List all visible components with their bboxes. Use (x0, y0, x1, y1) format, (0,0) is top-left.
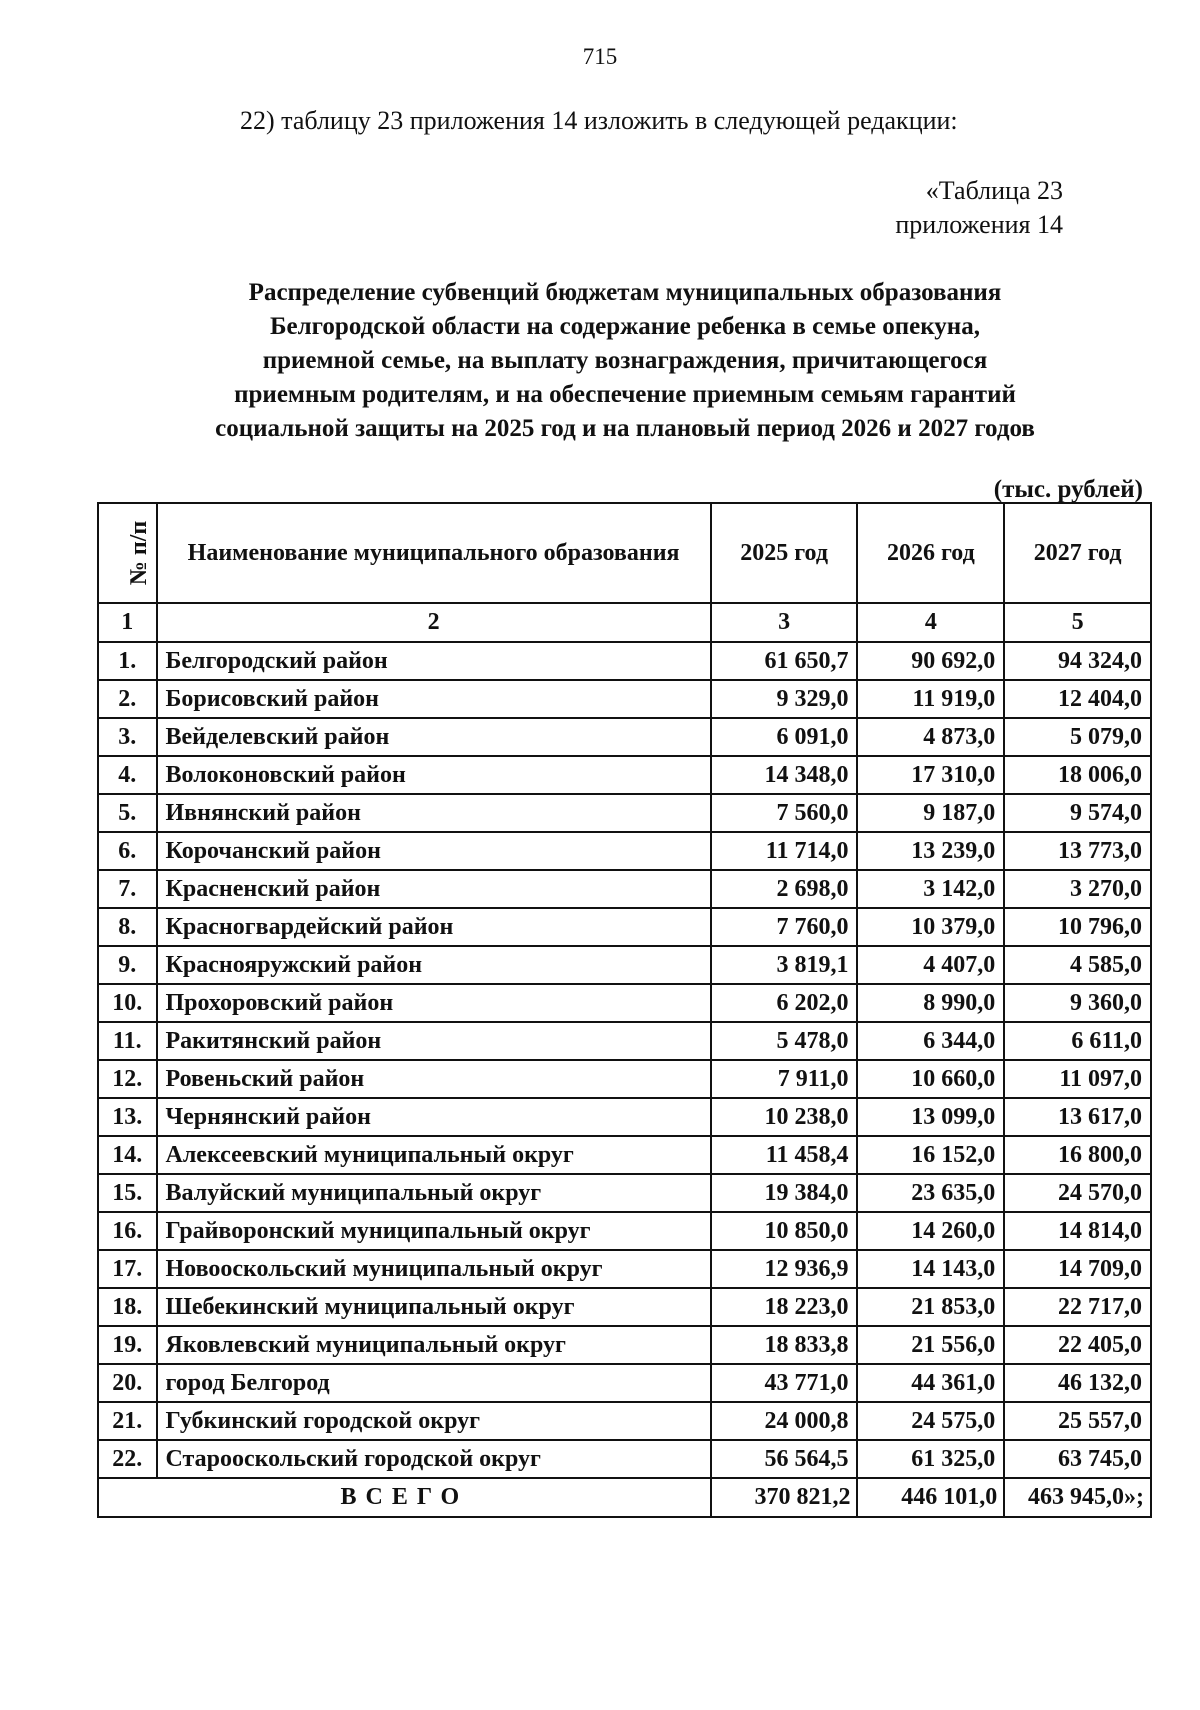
value-2027: 9 574,0 (1004, 794, 1151, 832)
table-row (98, 1440, 1151, 1478)
municipality-name: Волоконовский район (157, 756, 711, 794)
value-2025: 9 329,0 (711, 680, 858, 718)
table-row (98, 642, 1151, 680)
table-row (98, 1136, 1151, 1174)
municipality-name: Белгородский район (157, 642, 711, 680)
table-reference-line-1: «Таблица 23 (925, 176, 1063, 205)
table-row (98, 832, 1151, 870)
table-row (98, 1250, 1151, 1288)
table-row (98, 756, 1151, 794)
value-2025: 18 223,0 (711, 1288, 858, 1326)
row-number: 19. (98, 1326, 157, 1364)
value-2026: 44 361,0 (857, 1364, 1004, 1402)
value-2027: 12 404,0 (1004, 680, 1151, 718)
column-numbers-row (98, 603, 1151, 642)
municipality-name: Старооскольский городской округ (157, 1440, 711, 1478)
value-2025: 56 564,5 (711, 1440, 858, 1478)
table-row (98, 680, 1151, 718)
value-2027: 13 617,0 (1004, 1098, 1151, 1136)
value-2027: 14 814,0 (1004, 1212, 1151, 1250)
value-2027: 46 132,0 (1004, 1364, 1151, 1402)
municipality-name: Алексеевский муниципальный округ (157, 1136, 711, 1174)
row-number: 16. (98, 1212, 157, 1250)
table-row (98, 1060, 1151, 1098)
value-2027: 4 585,0 (1004, 946, 1151, 984)
title-line: социальной защиты на 2025 год и на плановый период 2026 и 2027 годов (215, 415, 1035, 442)
value-2027: 14 709,0 (1004, 1250, 1151, 1288)
value-2025: 2 698,0 (711, 870, 858, 908)
value-2026: 21 853,0 (857, 1288, 1004, 1326)
row-number: 9. (98, 946, 157, 984)
budget-table (97, 502, 1152, 1518)
municipality-name: Ивнянский район (157, 794, 711, 832)
row-number: 22. (98, 1440, 157, 1478)
value-2027: 25 557,0 (1004, 1402, 1151, 1440)
value-2025: 11 714,0 (711, 832, 858, 870)
municipality-name: Чернянский район (157, 1098, 711, 1136)
value-2025: 10 850,0 (711, 1212, 858, 1250)
units-label: (тыс. рублей) (993, 476, 1143, 503)
municipality-name: Яковлевский муниципальный округ (157, 1326, 711, 1364)
value-2026: 21 556,0 (857, 1326, 1004, 1364)
municipality-name: Краснояружский район (157, 946, 711, 984)
value-2026: 16 152,0 (857, 1136, 1004, 1174)
value-2025: 18 833,8 (711, 1326, 858, 1364)
municipality-name: Борисовский район (157, 680, 711, 718)
value-2025: 7 560,0 (711, 794, 858, 832)
table-row (98, 984, 1151, 1022)
table-header-row (98, 503, 1151, 603)
value-2027: 9 360,0 (1004, 984, 1151, 1022)
value-2027: 63 745,0 (1004, 1440, 1151, 1478)
title-line: Белгородской области на содержание ребенка в семье опекуна, (270, 313, 980, 340)
value-2026: 13 239,0 (857, 832, 1004, 870)
value-2027: 3 270,0 (1004, 870, 1151, 908)
table-row (98, 1326, 1151, 1364)
municipality-name: Прохоровский район (157, 984, 711, 1022)
row-number: 8. (98, 908, 157, 946)
value-2026: 17 310,0 (857, 756, 1004, 794)
value-2025: 10 238,0 (711, 1098, 858, 1136)
page-number: 715 (582, 44, 618, 69)
table-row (98, 794, 1151, 832)
value-2027: 6 611,0 (1004, 1022, 1151, 1060)
row-number: 21. (98, 1402, 157, 1440)
table-row (98, 1288, 1151, 1326)
municipality-name: Шебекинский муниципальный округ (157, 1288, 711, 1326)
value-2026: 23 635,0 (857, 1174, 1004, 1212)
table-row (98, 1364, 1151, 1402)
header-num-label: № п/п (126, 520, 153, 586)
value-2025: 19 384,0 (711, 1174, 858, 1212)
value-2026: 4 873,0 (857, 718, 1004, 756)
value-2027: 24 570,0 (1004, 1174, 1151, 1212)
value-2026: 11 919,0 (857, 680, 1004, 718)
total-label: ВСЕГО (98, 1478, 711, 1517)
value-2027: 22 405,0 (1004, 1326, 1151, 1364)
value-2026: 24 575,0 (857, 1402, 1004, 1440)
column-number: 2 (157, 603, 711, 642)
table-row (98, 870, 1151, 908)
row-number: 14. (98, 1136, 157, 1174)
row-number: 18. (98, 1288, 157, 1326)
municipality-name: Красненский район (157, 870, 711, 908)
value-2025: 5 478,0 (711, 1022, 858, 1060)
total-2025: 370 821,2 (711, 1478, 858, 1517)
value-2027: 11 097,0 (1004, 1060, 1151, 1098)
value-2027: 13 773,0 (1004, 832, 1151, 870)
value-2026: 10 379,0 (857, 908, 1004, 946)
value-2025: 24 000,8 (711, 1402, 858, 1440)
header-2027: 2027 год (1004, 503, 1151, 603)
row-number: 5. (98, 794, 157, 832)
row-number: 10. (98, 984, 157, 1022)
row-number: 17. (98, 1250, 157, 1288)
value-2025: 14 348,0 (711, 756, 858, 794)
document-title (100, 276, 1150, 446)
title-line: приемной семье, на выплату вознаграждения, причитающегося (262, 347, 988, 374)
value-2025: 7 911,0 (711, 1060, 858, 1098)
title-line: Распределение субвенций бюджетам муниципальных образования (248, 279, 1002, 306)
header-name: Наименование муниципального образования (157, 503, 711, 603)
total-2027: 463 945,0»; (1004, 1478, 1151, 1517)
value-2025: 12 936,9 (711, 1250, 858, 1288)
value-2026: 14 143,0 (857, 1250, 1004, 1288)
value-2026: 10 660,0 (857, 1060, 1004, 1098)
row-number: 3. (98, 718, 157, 756)
row-number: 12. (98, 1060, 157, 1098)
value-2026: 8 990,0 (857, 984, 1004, 1022)
table-reference (895, 174, 1063, 242)
value-2026: 3 142,0 (857, 870, 1004, 908)
value-2025: 11 458,4 (711, 1136, 858, 1174)
value-2026: 4 407,0 (857, 946, 1004, 984)
value-2026: 14 260,0 (857, 1212, 1004, 1250)
intro-text: 22) таблицу 23 приложения 14 изложить в следующей редакции: (240, 106, 958, 135)
row-number: 6. (98, 832, 157, 870)
value-2026: 13 099,0 (857, 1098, 1004, 1136)
value-2027: 94 324,0 (1004, 642, 1151, 680)
municipality-name: Губкинский городской округ (157, 1402, 711, 1440)
municipality-name: город Белгород (157, 1364, 711, 1402)
table-row (98, 718, 1151, 756)
header-2026: 2026 год (857, 503, 1004, 603)
column-number: 4 (857, 603, 1004, 642)
municipality-name: Вейделевский район (157, 718, 711, 756)
row-number: 13. (98, 1098, 157, 1136)
table-row (98, 1022, 1151, 1060)
value-2025: 61 650,7 (711, 642, 858, 680)
row-number: 15. (98, 1174, 157, 1212)
value-2025: 3 819,1 (711, 946, 858, 984)
table-row (98, 1098, 1151, 1136)
value-2025: 6 091,0 (711, 718, 858, 756)
row-number: 1. (98, 642, 157, 680)
column-number: 3 (711, 603, 858, 642)
row-number: 4. (98, 756, 157, 794)
total-row (98, 1478, 1151, 1517)
table-row (98, 908, 1151, 946)
row-number: 2. (98, 680, 157, 718)
municipality-name: Красногвардейский район (157, 908, 711, 946)
title-line: приемным родителям, и на обеспечение приемным семьям гарантий (234, 381, 1016, 408)
value-2026: 6 344,0 (857, 1022, 1004, 1060)
value-2026: 90 692,0 (857, 642, 1004, 680)
municipality-name: Грайворонский муниципальный округ (157, 1212, 711, 1250)
header-2025: 2025 год (711, 503, 858, 603)
value-2026: 61 325,0 (857, 1440, 1004, 1478)
value-2027: 18 006,0 (1004, 756, 1151, 794)
value-2025: 6 202,0 (711, 984, 858, 1022)
value-2026: 9 187,0 (857, 794, 1004, 832)
table-row (98, 1402, 1151, 1440)
table-row (98, 1212, 1151, 1250)
municipality-name: Корочанский район (157, 832, 711, 870)
municipality-name: Валуйский муниципальный округ (157, 1174, 711, 1212)
table-row (98, 946, 1151, 984)
column-number: 1 (98, 603, 157, 642)
value-2027: 5 079,0 (1004, 718, 1151, 756)
row-number: 20. (98, 1364, 157, 1402)
value-2025: 7 760,0 (711, 908, 858, 946)
municipality-name: Ровеньский район (157, 1060, 711, 1098)
row-number: 7. (98, 870, 157, 908)
municipality-name: Новооскольский муниципальный округ (157, 1250, 711, 1288)
value-2027: 22 717,0 (1004, 1288, 1151, 1326)
value-2027: 16 800,0 (1004, 1136, 1151, 1174)
table-row (98, 1174, 1151, 1212)
row-number: 11. (98, 1022, 157, 1060)
column-number: 5 (1004, 603, 1151, 642)
value-2025: 43 771,0 (711, 1364, 858, 1402)
value-2027: 10 796,0 (1004, 908, 1151, 946)
table-reference-line-2: приложения 14 (895, 210, 1063, 239)
total-2026: 446 101,0 (857, 1478, 1004, 1517)
header-num (98, 503, 157, 603)
municipality-name: Ракитянский район (157, 1022, 711, 1060)
